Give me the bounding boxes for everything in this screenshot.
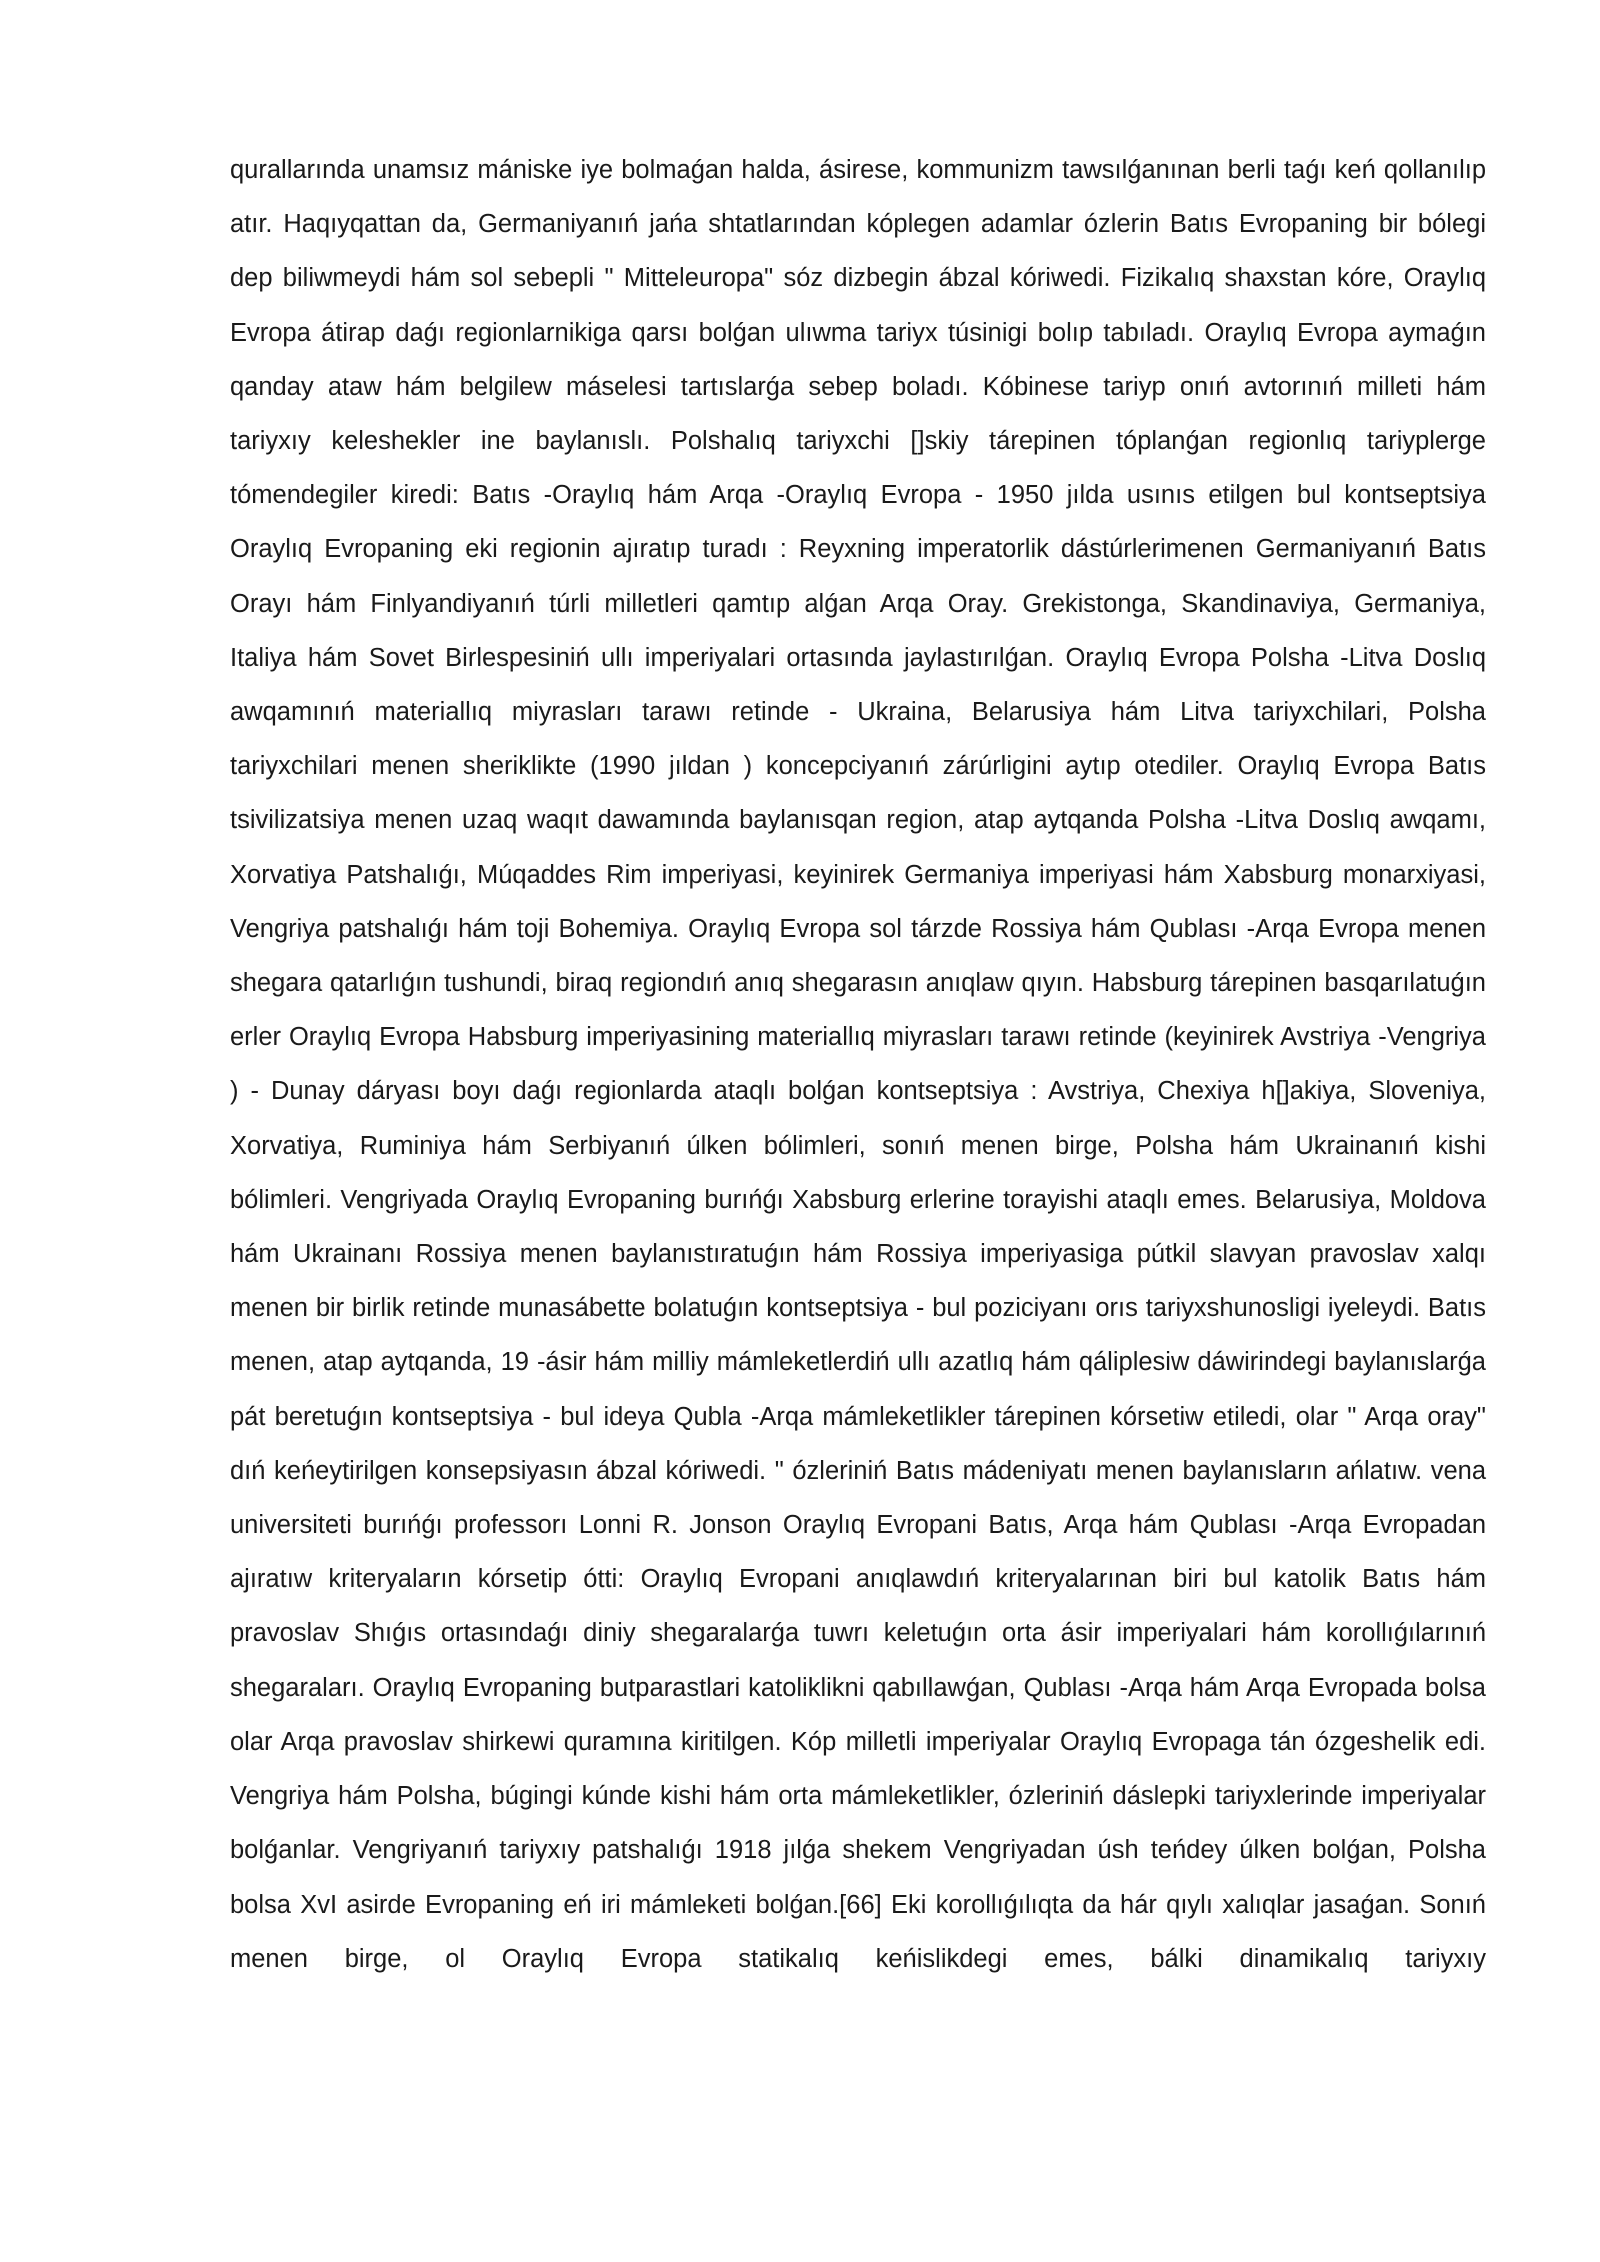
body-paragraph: qurallarında unamsız mániske iye bolmaǵan halda, ásirese, kommunizm tawsılǵanınan berli taǵı keń qollanılıp atır. Haqıyqattan da, Germaniyanıń jańa shtatlarından kóplegen adamlar ózlerin Batıs Evropaning bir bólegi dep biliwmeydi hám sol sebepli " Mitteleuropa" sóz dizbegin ábzal kóriwedi. Fizikalıq shaxstan kóre, Oraylıq Evropa átirap daǵı regionlarnikiga qarsı bolǵan ulıwma tariyx túsinigi bolıp tabıladı. Oraylıq Evropa aymaǵın qanday ataw hám belgilew máselesi tartıslarǵa sebep boladı. Kóbinese tariyp onıń avtorınıń milleti hám tariyxıy keleshekler ine baylanıslı. Polshalıq tariyxchi []skiy tárepinen tóplanǵan regionlıq tariyplerge tómendegiler kiredi: Batıs -Oraylıq hám Arqa -Oraylıq Evropa - 1950 jılda usınıs etilgen bul kontseptsiya Oraylıq Evropaning eki regionin ajıratıp turadı : Reyxning imperatorlik dástúrlerimenen Germaniyanıń Batıs Orayı hám Finlyandiyanıń túrli milletleri qamtıp alǵan Arqa Oray. Grekistonga, Skandinaviya, Germaniya, Italiya hám Sovet Birlespesiniń ullı imperiyalari ortasında jaylastırılǵan. Oraylıq Evropa Polsha -Litva Doslıq awqamınıń materiallıq miyrasları tarawı retinde - Ukraina, Belarusiya hám Litva tariyxchilari, Polsha tariyxchilari menen sheriklikte (1990 jıldan ) koncepciyanıń zárúrligini aytıp otediler. Oraylıq Evropa Batıs tsivilizatsiya menen uzaq waqıt dawamında baylanısqan region, atap aytqanda Polsha -Litva Doslıq awqamı, Xorvatiya Patshalıǵı, Múqaddes Rim imperiyasi, keyinirek Germaniya imperiyasi hám Xabsburg monarxiyasi, Vengriya patshalıǵı hám toji Bohemiya. Oraylıq Evropa sol tárzde Rossiya hám Qublası -Arqa Evropa menen shegara qatarlıǵın tushundi, biraq regiondıń anıq shegarasın anıqlaw qıyın. Habsburg tárepinen basqarılatuǵın erler Oraylıq Evropa Habsburg imperiyasining materiallıq miyrasları tarawı retinde (keyinirek Avstriya -Vengriya ) - Dunay dáryası boyı daǵı regionlarda ataqlı bolǵan kontseptsiya : Avstriya, Chexiya h[]akiya, Sloveniya, Xorvatiya, Ruminiya hám Serbiyanıń úlken bólimleri, sonıń menen birge, Polsha hám Ukrainanıń kishi bólimleri. Vengriyada Oraylıq Evropaning burıńǵı Xabsburg erlerine torayishi ataqlı emes. Belarusiya, Moldova hám Ukrainanı Rossiya menen baylanıstıratuǵın hám Rossiya imperiyasiga pútkil slavyan pravoslav xalqı menen bir birlik retinde munasábette bolatuǵın kontseptsiya - bul poziciyanı orıs tariyxshunosligi iyeleydi. Batıs menen, atap aytqanda, 19 -ásir hám milliy mámleketlerdiń ullı azatlıq hám qáliplesiw dáwirindegi baylanıslarǵa pát beretuǵın kontseptsiya - bul ideya Qubla -Arqa mámleketlikler tárepinen kórsetiw etiledi, olar " Arqa oray" dıń keńeytirilgen konsepsiyasın ábzal kóriwedi. " ózleriniń Batıs mádeniyatı menen baylanısların ańlatıw. vena universiteti burıńǵı professorı Lonni R. Jonson Oraylıq Evropani Batıs, Arqa hám Qublası -Arqa Evropadan ajıratıw kriteryaların kórsetip ótti: Oraylıq Evropani anıqlawdıń kriteryalarınan biri bul katolik Batıs hám pravoslav Shıǵıs ortasındaǵı diniy shegaralarǵa tuwrı keletuǵın orta ásir imperiyalari hám korollıǵılarınıń shegaraları. Oraylıq Evropaning butparastlari katoliklikni qabıllawǵan, Qublası -Arqa hám Arqa Evropada bolsa olar Arqa pravoslav shirkewi quramına kiritilgen. Kóp milletli imperiyalar Oraylıq Evropaga tán ózgeshelik edi. Vengriya hám Polsha, búgingi kúnde kishi hám orta mámleketlikler, ózleriniń dáslepki tariyxlerinde imperiyalar bolǵanlar. Vengriyanıń tariyxıy patshalıǵı 1918 jılǵa shekem Vengriyadan úsh teńdey úlken bolǵan, Polsha bolsa XvI asirde Evropaning eń iri mámleketi bolǵan.[66] Eki korollıǵılıqta da hár qıylı xalıqlar jasaǵan. Sonıń menen birge, ol Oraylıq Evropa statikalıq keńislikdegi emes, bálki dinamikalıq tariyxıy: [230, 156, 1486, 1973]
